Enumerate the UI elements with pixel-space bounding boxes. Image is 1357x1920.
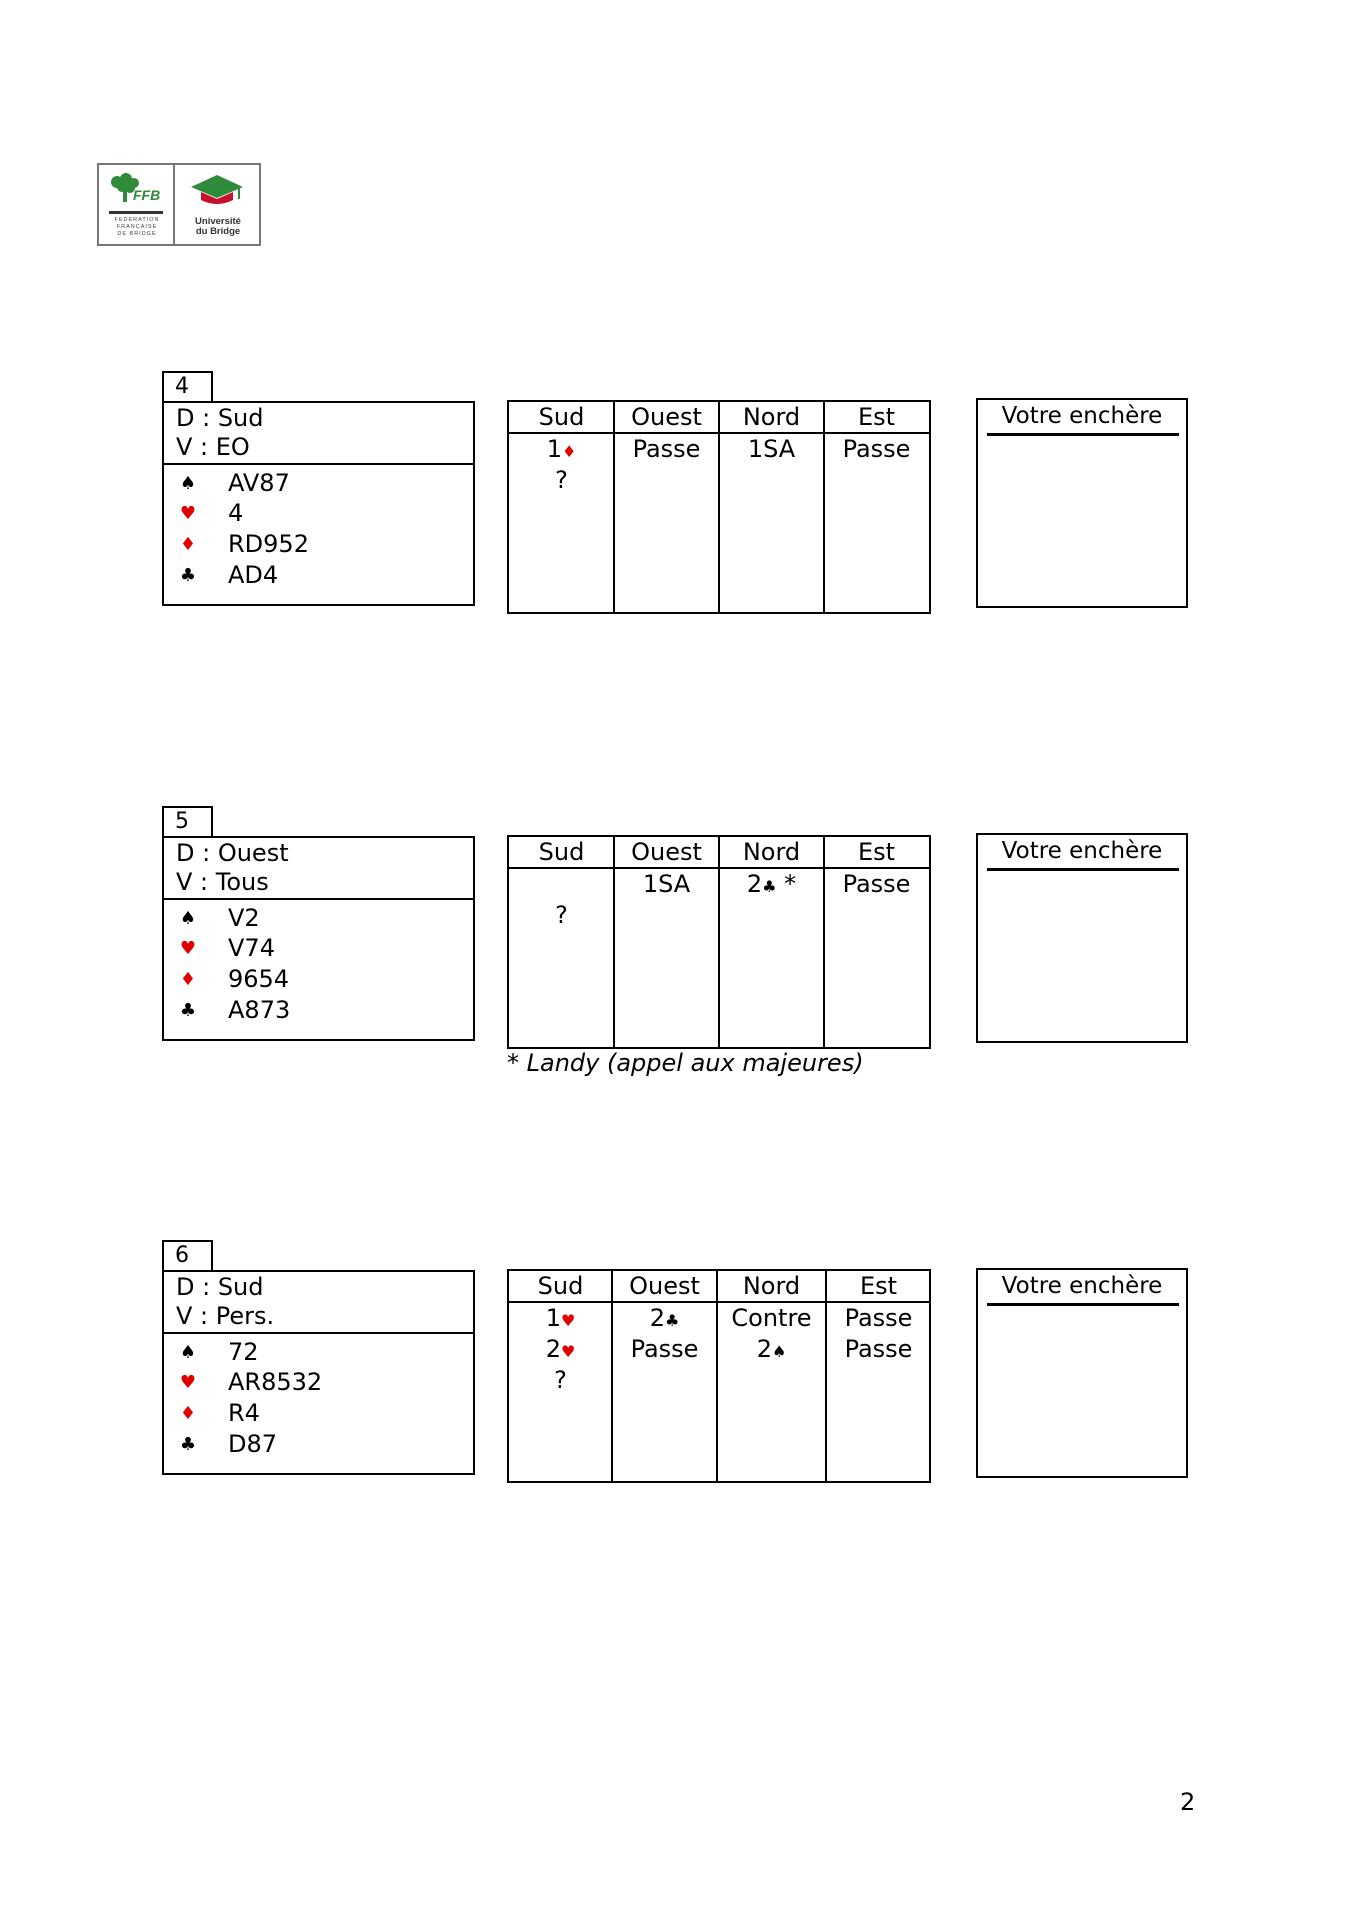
bid-cell: Passe — [842, 870, 911, 898]
diamond-cards: 9654 — [228, 965, 290, 993]
spade-icon: ♠ — [771, 1342, 787, 1361]
diamond-icon: ♦ — [179, 534, 197, 555]
bid-cell: 2♣ * — [746, 870, 797, 898]
answer-underline — [987, 1303, 1179, 1306]
spade-icon: ♠ — [179, 908, 197, 929]
bidding-table — [507, 400, 931, 614]
bid-cell: Contre — [731, 1304, 812, 1332]
club-icon: ♣ — [762, 877, 777, 896]
diamond-icon: ♦ — [179, 1403, 197, 1424]
hand-box — [162, 401, 475, 606]
spade-icon: ♠ — [179, 473, 197, 494]
diamond-cards: RD952 — [228, 530, 309, 558]
bidding-table — [507, 1269, 931, 1483]
page-number: 2 — [1180, 1788, 1196, 1816]
hand-separator — [164, 1332, 473, 1334]
bid-cell: ? — [555, 901, 568, 929]
heart-icon: ♥ — [179, 503, 197, 524]
bid-cell: Passe — [844, 1304, 913, 1332]
dealer-label: D : Sud — [176, 404, 264, 432]
bid-cell: Passe — [844, 1335, 913, 1363]
spade-cards: 72 — [228, 1338, 259, 1366]
bid-cell: ? — [554, 1366, 567, 1394]
logo-divider — [173, 165, 175, 244]
club-icon: ♣ — [179, 1434, 197, 1455]
col-header-est: Est — [857, 838, 896, 866]
answer-underline — [987, 868, 1179, 871]
spade-icon: ♠ — [179, 1342, 197, 1363]
deal-number: 5 — [162, 806, 213, 838]
bid-cell: 1♥ — [545, 1304, 576, 1332]
bid-footnote: * Landy (appel aux majeures) — [507, 1049, 864, 1077]
answer-box[interactable] — [976, 398, 1188, 608]
col-header-sud: Sud — [538, 838, 585, 866]
vulnerability-label: V : Pers. — [176, 1302, 275, 1330]
hand-separator — [164, 898, 473, 900]
diamond-icon: ♦ — [179, 969, 197, 990]
bid-cell: 2♥ — [545, 1335, 576, 1363]
ffb-logo-subtitle — [105, 217, 169, 238]
hand-box — [162, 836, 475, 1041]
answer-box[interactable] — [976, 833, 1188, 1043]
col-header-nord: Nord — [742, 838, 801, 866]
col-header-ouest: Ouest — [631, 838, 702, 866]
diamond-icon: ♦ — [561, 442, 577, 461]
deal-number: 6 — [162, 1240, 213, 1272]
bid-cell: 2♣ — [649, 1304, 680, 1332]
club-cards: D87 — [228, 1430, 278, 1458]
col-header-nord: Nord — [742, 1272, 801, 1300]
heart-icon: ♥ — [179, 1372, 197, 1393]
heart-cards: 4 — [228, 499, 244, 527]
club-icon: ♣ — [179, 565, 197, 586]
universite-du-bridge-text — [177, 217, 259, 237]
heart-cards: V74 — [228, 934, 275, 962]
deal-number: 4 — [162, 371, 213, 403]
ffb-subtitle-line: DE BRIDGE — [117, 231, 157, 237]
ffb-subtitle-line: FRANÇAISE — [116, 224, 158, 230]
answer-label: Votre enchère — [1001, 1273, 1163, 1299]
answer-label: Votre enchère — [1001, 838, 1163, 864]
bid-cell: 1SA — [747, 435, 796, 463]
bid-cell: Passe — [842, 435, 911, 463]
heart-icon: ♥ — [560, 1311, 576, 1330]
ffb-logo-bar — [109, 211, 163, 214]
diamond-cards: R4 — [228, 1399, 260, 1427]
heart-icon: ♥ — [179, 938, 197, 959]
club-cards: A873 — [228, 996, 291, 1024]
col-header-est: Est — [859, 1272, 898, 1300]
answer-label: Votre enchère — [1001, 403, 1163, 429]
club-cards: AD4 — [228, 561, 279, 589]
udb-line: du Bridge — [195, 226, 241, 237]
bid-cell: 1SA — [642, 870, 691, 898]
vulnerability-label: V : Tous — [176, 868, 269, 896]
graduation-cap-icon — [189, 173, 245, 211]
heart-icon: ♥ — [560, 1342, 576, 1361]
udb-line: Université — [195, 216, 241, 227]
bid-cell: ? — [555, 466, 568, 494]
col-header-est: Est — [857, 403, 896, 431]
heart-cards: AR8532 — [228, 1368, 323, 1396]
spade-cards: V2 — [228, 904, 260, 932]
club-icon: ♣ — [664, 1311, 680, 1330]
dealer-label: D : Sud — [176, 1273, 264, 1301]
col-header-sud: Sud — [537, 1272, 584, 1300]
col-header-ouest: Ouest — [631, 403, 702, 431]
dealer-label: D : Ouest — [176, 839, 289, 867]
col-header-sud: Sud — [538, 403, 585, 431]
answer-box[interactable] — [976, 1268, 1188, 1478]
hand-box — [162, 1270, 475, 1475]
bid-cell: 1♦ — [546, 435, 577, 463]
hand-separator — [164, 463, 473, 465]
bid-cell: Passe — [630, 1335, 699, 1363]
vulnerability-label: V : EO — [176, 433, 250, 461]
bid-cell: 2♠ — [756, 1335, 787, 1363]
club-icon: ♣ — [179, 1000, 197, 1021]
ffb-subtitle-line: FEDERATION — [114, 217, 160, 223]
bidding-table — [507, 835, 931, 1049]
answer-underline — [987, 433, 1179, 436]
ffb-logo-text: FFB — [133, 187, 161, 203]
col-header-ouest: Ouest — [629, 1272, 700, 1300]
spade-cards: AV87 — [228, 469, 290, 497]
col-header-nord: Nord — [742, 403, 801, 431]
bid-cell: Passe — [632, 435, 701, 463]
ffb-logo — [97, 163, 261, 246]
